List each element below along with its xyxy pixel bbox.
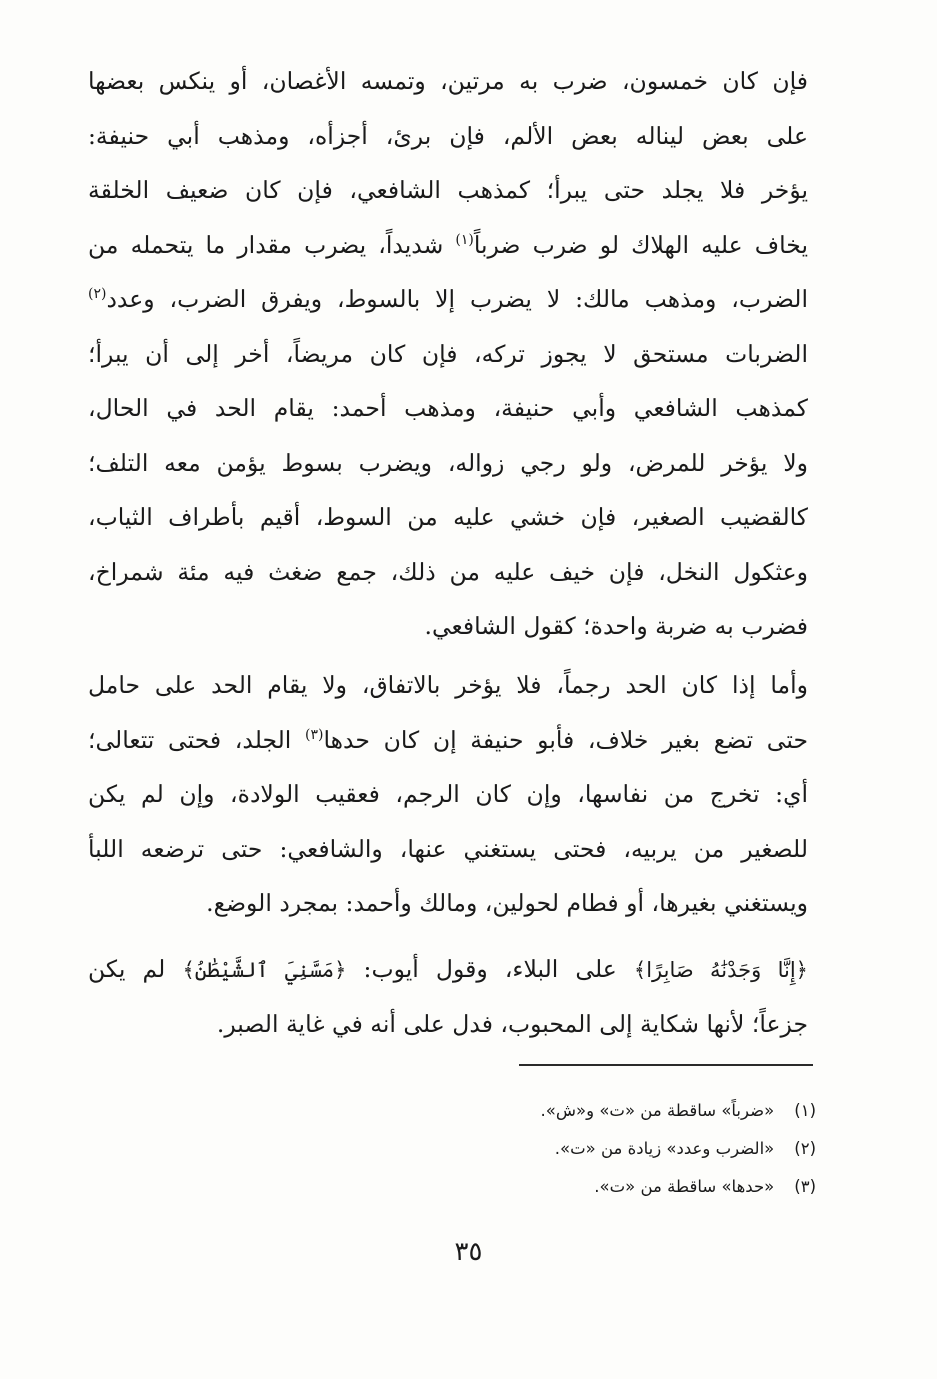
paragraph-2: [88, 658, 808, 931]
footnote-item: [300, 1130, 816, 1168]
footnote-item: [300, 1168, 816, 1206]
quran-quote: ﴿إِنَّا وَجَدْنَٰهُ صَابِرًا﴾: [633, 958, 808, 982]
text-line: أي: تخرج من نفاسها، وإن كان الرجم، فعقيب الولادة، وإن لم يكن: [88, 780, 808, 808]
text-line: [88, 272, 808, 327]
text-segment: يخاف عليه الهلاك لو ضرب ضرباً: [473, 230, 808, 259]
quran-quote: ﴿مَسَّنِيَ ٱلشَّيْطَٰنُ﴾: [182, 958, 347, 982]
text-segment: الضرب، ومذهب مالك: لا يضرب إلا بالسوط، ويفرق الضرب، وعدد: [106, 285, 808, 313]
text-segment: حتى تضع بغير خلاف، فأبو حنيفة إن كان حدها: [323, 725, 808, 754]
text-line: وعثكول النخل، فإن خيف عليه من ذلك، جمع ضغث فيه مئة شمراخ،: [88, 557, 808, 586]
text-line: فإن كان خمسون، ضرب به مرتين، وتمسه الأغصان، أو ينكس بعضها: [88, 67, 808, 95]
footnote-marker-1[interactable]: (١): [455, 231, 474, 248]
footnotes: [300, 1092, 816, 1206]
footnote-marker-3[interactable]: (٣): [305, 726, 324, 743]
text-line: على بعض ليناله بعض الألم، فإن برئ، أجزأه، ومذهب أبي حنيفة:: [88, 121, 808, 150]
text-segment: شديداً، يضرب مقدار ما يتحمله من: [88, 230, 456, 259]
text-line: يؤخر فلا يجلد حتى يبرأ؛ كمذهب الشافعي، فإن كان ضعيف الخلقة: [88, 176, 808, 204]
text-line: كالقضيب الصغير، فإن خشي عليه من السوط، أقيم بأطراف الثياب،: [88, 503, 808, 531]
paragraph-1: [88, 54, 808, 654]
text-line: كمذهب الشافعي وأبي حنيفة، ومذهب أحمد: يقام الحد في الحال،: [88, 394, 808, 422]
text-line: وأما إذا كان الحد رجماً، فلا يؤخر بالاتفاق، ولا يقام الحد على حامل: [88, 671, 808, 699]
text-segment: لم يكن: [88, 955, 183, 983]
footnote-text: «ضرباً» ساقطة من «ت» و«ش».: [540, 1101, 775, 1120]
footnote-number: (٢): [794, 1139, 816, 1158]
footnote-divider: [519, 1064, 813, 1066]
text-segment: على البلاء، وقول أيوب:: [346, 955, 634, 983]
text-line: [88, 942, 808, 997]
footnote-marker-2[interactable]: (٢): [88, 286, 107, 303]
text-line: [88, 713, 808, 768]
text-line: ولا يؤخر للمرض، ولو رجي زواله، ويضرب بسوط يؤمن معه التلف؛: [88, 448, 808, 477]
footnote-text: «الضرب وعدد» زيادة من «ت».: [554, 1139, 775, 1158]
text-line: ويستغني بغيرها، أو فطام لحولين، ومالك وأحمد: بمجرد الوضع.: [206, 889, 808, 917]
text-line: جزعاً؛ لأنها شكاية إلى المحبوب، فدل على أنه في غاية الصبر.: [216, 1009, 808, 1038]
footnote-number: (١): [794, 1101, 816, 1120]
footnote-number: (٣): [794, 1177, 816, 1196]
text-line: [88, 218, 808, 273]
page-number: ٣٥: [454, 1237, 483, 1267]
footnote-text: «حدها» ساقطة من «ت».: [594, 1177, 775, 1196]
paragraph-3: [88, 942, 808, 1051]
text-line: للصغير من يربيه، فحتى يستغني عنها، والشافعي: حتى ترضعه اللبأ: [88, 834, 808, 863]
text-segment: الجلد، فحتى تتعالى؛: [88, 725, 306, 754]
text-line: الضربات مستحق لا يجوز تركه، فإن كان مريضاً، أخر إلى أن يبرأ؛: [88, 339, 808, 368]
footnote-item: [300, 1092, 816, 1130]
text-line: فضرب به ضربة واحدة؛ كقول الشافعي.: [424, 612, 808, 640]
